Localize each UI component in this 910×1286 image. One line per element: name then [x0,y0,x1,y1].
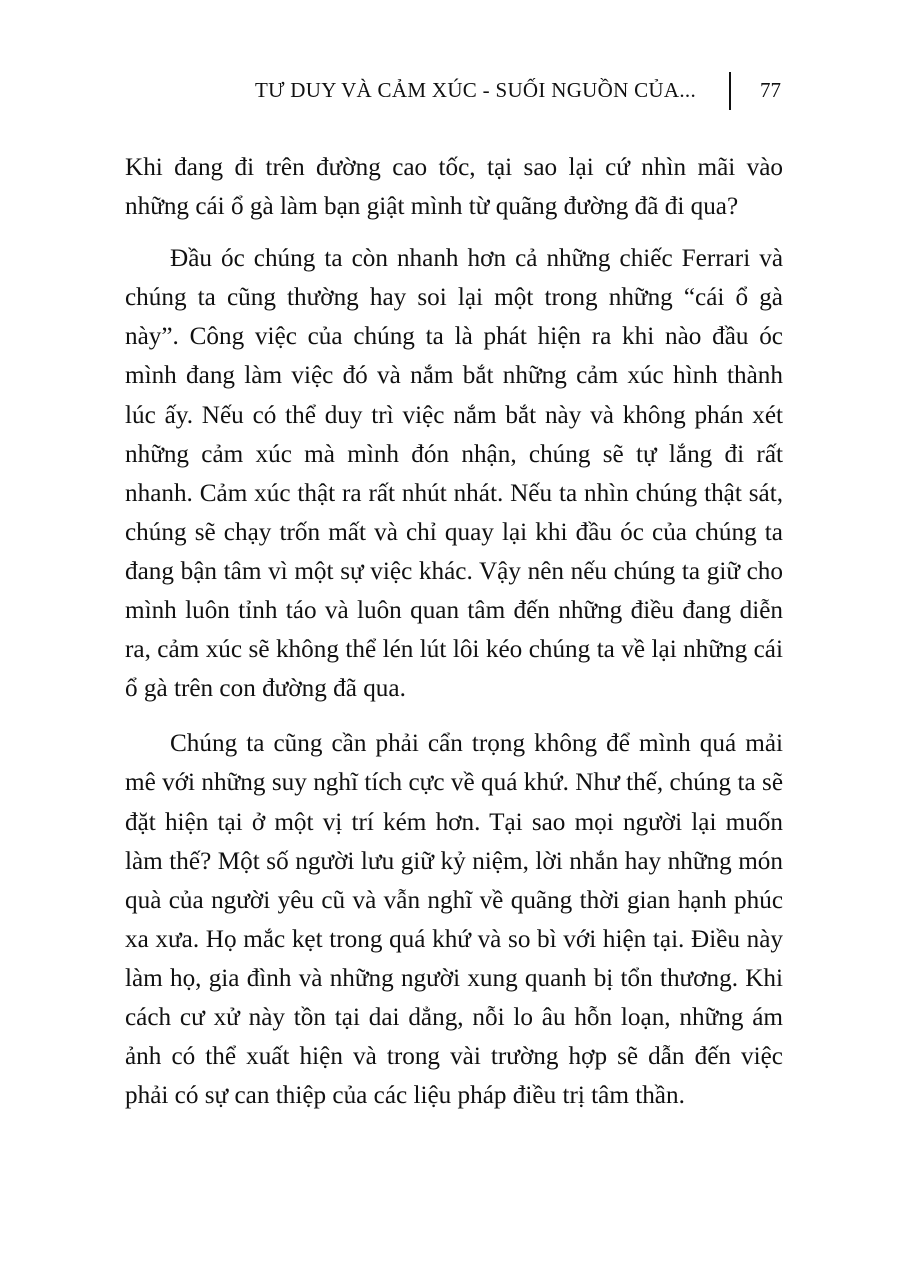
paragraph-1: Khi đang đi trên đường cao tốc, tại sao lại cứ nhìn mãi vào những cái ổ gà làm bạn giật mình từ quãng đường đã đi qua? [125,154,783,221]
page-header [0,72,910,112]
paragraph-3: Chúng ta cũng cần phải cẩn trọng không để mình quá mải mê với những suy nghĩ tích cực về quá khứ. Như thế, chúng ta sẽ đặt hiện tại ở một vị trí kém hơn. Tại sao mọi người lại muốn làm thế? Một số người lưu giữ kỷ niệm, lời nhắn hay những món quà của người yêu cũ và vẫn nghĩ về quãng thời gian hạnh phúc xa xưa. Họ mắc kẹt trong quá khứ và so bì với hiện tại. Điều này làm họ, gia đình và những người xung quanh bị tổn thương. Khi cách cư xử này tồn tại dai dẳng, nỗi lo âu hỗn loạn, những ám ảnh có thể xuất hiện và trong vài trường hợp sẽ dẫn đến việc phải có sự can thiệp của các liệu pháp điều trị tâm thần. [125,730,783,1110]
header-divider [729,72,731,110]
body-text [125,148,783,1131]
page-number: 77 [760,78,781,102]
running-title: TƯ DUY VÀ CẢM XÚC - SUỐI NGUỒN CỦA... [255,78,696,102]
paragraph-2: Đầu óc chúng ta còn nhanh hơn cả những chiếc Ferrari và chúng ta cũng thường hay soi lại một trong những “cái ổ gà này”. Công việc của chúng ta là phát hiện ra khi nào đầu óc mình đang làm việc đó và nắm bắt những cảm xúc hình thành lúc ấy. Nếu có thể duy trì việc nắm bắt này và không phán xét những cảm xúc mà mình đón nhận, chúng sẽ tự lắng đi rất nhanh. Cảm xúc thật ra rất nhút nhát. Nếu ta nhìn chúng thật sát, chúng sẽ chạy trốn mất và chỉ quay lại khi đầu óc của chúng ta đang bận tâm vì một sự việc khác. Vậy nên nếu chúng ta giữ cho mình luôn tỉnh táo và luôn quan tâm đến những điều đang diễn ra, cảm xúc sẽ không thể lén lút lôi kéo chúng ta về lại những cái ổ gà trên con đường đã qua. [125,245,783,703]
